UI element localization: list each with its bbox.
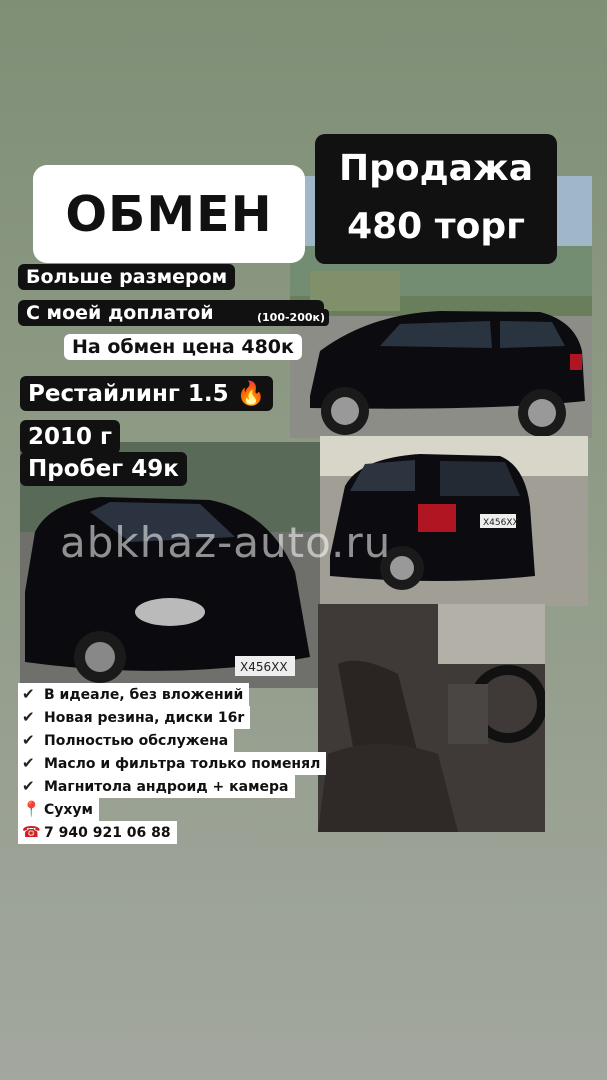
list-item [18, 706, 326, 729]
sale-price: 480 торг [347, 206, 525, 247]
exchange-condition-surcharge: С моей доплатой [18, 300, 324, 326]
feature-text: Масло и фильтра только поменял [44, 756, 321, 772]
sale-title: Продажа [338, 148, 534, 189]
sale-banner [315, 134, 557, 264]
spec-year: 2010 г [20, 420, 120, 454]
check-icon: ✔ [22, 731, 35, 749]
feature-text: Магнитола андроид + камера [44, 779, 289, 795]
feature-text: Новая резина, диски 16r [44, 710, 245, 726]
car-photo-interior [318, 604, 545, 832]
location-text: Сухум [44, 802, 93, 818]
list-item [18, 775, 326, 798]
list-item [18, 798, 326, 821]
check-icon: ✔ [22, 708, 35, 726]
exchange-title: ОБМЕН [65, 185, 273, 243]
check-icon: ✔ [22, 754, 35, 772]
feature-text: Полностью обслужена [44, 733, 229, 749]
list-item [18, 752, 326, 775]
list-item [18, 683, 326, 706]
pin-icon: 📍 [22, 800, 41, 818]
license-plate-text: X456XX [483, 518, 519, 528]
check-icon: ✔ [22, 777, 35, 795]
check-icon: ✔ [22, 685, 35, 703]
exchange-banner [33, 165, 305, 263]
license-plate-front-text: X456XX [240, 660, 288, 674]
list-item [18, 729, 326, 752]
list-item [18, 821, 326, 844]
phone-icon: ☎ [22, 823, 41, 841]
phone-number[interactable]: 7 940 921 06 88 [44, 825, 171, 841]
feature-text: В идеале, без вложений [44, 687, 244, 703]
exchange-surcharge-range: (100-200к) [253, 309, 329, 326]
spec-mileage: Пробег 49к [20, 452, 187, 486]
feature-list [18, 683, 326, 844]
exchange-condition-size: Больше размером [18, 264, 235, 290]
spec-restyling: Рестайлинг 1.5 🔥 [20, 376, 273, 411]
exchange-price: На обмен цена 480к [64, 334, 302, 360]
watermark-text: abkhaz-auto.ru [60, 518, 392, 567]
